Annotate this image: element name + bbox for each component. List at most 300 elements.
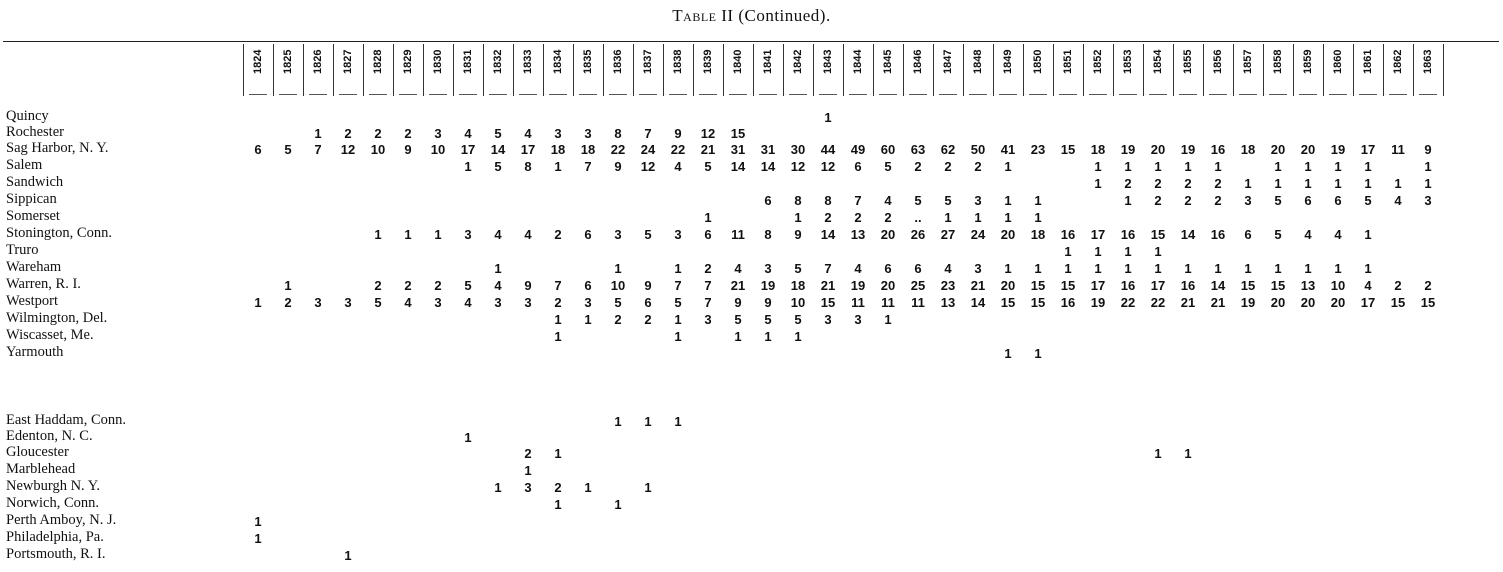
table-cell: 1 <box>1154 261 1162 276</box>
table-cell: 14 <box>1210 278 1226 293</box>
table-cell: 1 <box>1004 261 1012 276</box>
table-cell: 2 <box>404 278 412 293</box>
table-cell: 14 <box>760 159 776 174</box>
table-cell: 2 <box>614 312 622 327</box>
column-rule <box>723 44 724 96</box>
table-cell: 27 <box>940 227 956 242</box>
table-cell: 20 <box>1270 295 1286 310</box>
port-name: Newburgh N. Y. <box>6 478 100 494</box>
table-cell: 23 <box>940 278 956 293</box>
header-dash <box>669 94 687 95</box>
table-cell: 1 <box>674 414 682 429</box>
table-cell: 2 <box>284 295 292 310</box>
table-cell: 1 <box>1424 176 1432 191</box>
table-cell: 4 <box>1364 278 1372 293</box>
table-cell: 14 <box>490 142 506 157</box>
table-cell: 1 <box>1124 193 1132 208</box>
table-cell: 19 <box>850 278 866 293</box>
port-name: Marblehead <box>6 461 76 477</box>
table-cell: 1 <box>254 514 262 529</box>
table-cell: 2 <box>374 278 382 293</box>
table-cell: 3 <box>464 227 472 242</box>
year-header: 1858 <box>1272 49 1284 74</box>
table-cell: 22 <box>1150 295 1166 310</box>
port-name: Stonington, Conn. <box>6 225 112 241</box>
table-cell: 1 <box>1004 193 1012 208</box>
table-cell: 18 <box>580 142 596 157</box>
table-cell: 5 <box>734 312 742 327</box>
table-cell: 9 <box>734 295 742 310</box>
header-dash <box>759 94 777 95</box>
table-cell: 21 <box>700 142 716 157</box>
table-cell: 3 <box>344 295 352 310</box>
column-rule <box>363 44 364 96</box>
table-cell: 1 <box>1424 159 1432 174</box>
column-rule <box>693 44 694 96</box>
column-rule <box>483 44 484 96</box>
table-cell: 3 <box>974 261 982 276</box>
table-cell: 15 <box>1030 295 1046 310</box>
header-dash <box>399 94 417 95</box>
table-cell: 15 <box>1150 227 1166 242</box>
table-cell: 20 <box>1330 295 1346 310</box>
table-cell: 15 <box>730 126 746 141</box>
table-cell: 3 <box>584 126 592 141</box>
table-cell: 15 <box>1420 295 1436 310</box>
table-cell: 21 <box>1210 295 1226 310</box>
table-title-suffix: (Continued). <box>733 6 831 25</box>
year-header: 1833 <box>522 49 534 74</box>
year-header: 1860 <box>1332 49 1344 74</box>
header-dash <box>1059 94 1077 95</box>
table-cell: 1 <box>434 227 442 242</box>
table-cell: 1 <box>1394 176 1402 191</box>
header-dash <box>1419 94 1437 95</box>
year-header: 1842 <box>792 49 804 74</box>
table-cell: 4 <box>494 278 502 293</box>
table-cell: 62 <box>940 142 956 157</box>
table-cell: 1 <box>554 446 562 461</box>
header-dash <box>1029 94 1047 95</box>
table-cell: 15 <box>1000 295 1016 310</box>
table-cell: 2 <box>1154 176 1162 191</box>
table-cell: 22 <box>670 142 686 157</box>
table-cell: 1 <box>1004 346 1012 361</box>
year-header: 1856 <box>1212 49 1224 74</box>
year-header: 1848 <box>972 49 984 74</box>
column-rule <box>573 44 574 96</box>
table-cell: 4 <box>464 295 472 310</box>
table-cell: 1 <box>1094 244 1102 259</box>
table-cell: 1 <box>584 480 592 495</box>
port-name: Wilmington, Del. <box>6 310 108 326</box>
table-cell: 1 <box>584 312 592 327</box>
table-cell: 9 <box>794 227 802 242</box>
table-cell: 1 <box>254 531 262 546</box>
table-cell: 8 <box>614 126 622 141</box>
table-cell: 11 <box>731 227 745 242</box>
table-cell: 3 <box>434 295 442 310</box>
table-cell: 3 <box>554 126 562 141</box>
table-cell: 2 <box>1184 193 1192 208</box>
table-cell: 2 <box>1214 176 1222 191</box>
port-name: Sandwich <box>6 174 64 190</box>
column-rule <box>423 44 424 96</box>
table-cell: 5 <box>944 193 952 208</box>
table-cell: 5 <box>284 142 292 157</box>
table-cell: 2 <box>824 210 832 225</box>
table-cell: 17 <box>1150 278 1166 293</box>
table-cell: 60 <box>880 142 896 157</box>
year-header: 1827 <box>342 49 354 74</box>
table-cell: 1 <box>1274 159 1282 174</box>
table-cell: 15 <box>1240 278 1256 293</box>
table-cell: 1 <box>764 329 772 344</box>
column-rule <box>1323 44 1324 96</box>
column-rule <box>243 44 244 96</box>
header-dash <box>789 94 807 95</box>
table-cell: 1 <box>1364 159 1372 174</box>
table-cell: 1 <box>1184 261 1192 276</box>
table-cell: 3 <box>584 295 592 310</box>
table-cell: 13 <box>1300 278 1316 293</box>
table-cell: 19 <box>1330 142 1346 157</box>
table-cell: 1 <box>884 312 892 327</box>
year-header: 1850 <box>1032 49 1044 74</box>
table-cell: 11 <box>1391 142 1405 157</box>
table-cell: 18 <box>550 142 566 157</box>
table-cell: 19 <box>760 278 776 293</box>
table-cell: 5 <box>1274 227 1282 242</box>
table-cell: 2 <box>554 295 562 310</box>
table-cell: 2 <box>1184 176 1192 191</box>
table-cell: 3 <box>1244 193 1252 208</box>
table-cell: 1 <box>1004 159 1012 174</box>
table-cell: 1 <box>1364 261 1372 276</box>
table-cell: 13 <box>850 227 866 242</box>
table-cell: 44 <box>820 142 836 157</box>
table-cell: 1 <box>1274 261 1282 276</box>
table-cell: 7 <box>704 295 712 310</box>
table-cell: 12 <box>340 142 356 157</box>
table-cell: 22 <box>1120 295 1136 310</box>
table-cell: 2 <box>1154 193 1162 208</box>
header-dash <box>699 94 717 95</box>
table-cell: 1 <box>704 210 712 225</box>
table-cell: 6 <box>764 193 772 208</box>
year-header: 1826 <box>312 49 324 74</box>
table-cell: 3 <box>824 312 832 327</box>
table-cell: 6 <box>884 261 892 276</box>
year-header: 1857 <box>1242 49 1254 74</box>
table-cell: 1 <box>1304 176 1312 191</box>
column-rule <box>633 44 634 96</box>
table-cell: 1 <box>1214 159 1222 174</box>
table-cell: 7 <box>584 159 592 174</box>
table-cell: 6 <box>704 227 712 242</box>
table-cell: 2 <box>344 126 352 141</box>
table-cell: 1 <box>1034 261 1042 276</box>
header-dash <box>1179 94 1197 95</box>
table-cell: 1 <box>794 329 802 344</box>
table-cell: 1 <box>1364 227 1372 242</box>
table-cell: 16 <box>1120 278 1136 293</box>
table-cell: 1 <box>1034 210 1042 225</box>
table-cell: 1 <box>614 261 622 276</box>
header-dash <box>1209 94 1227 95</box>
year-header: 1831 <box>462 49 474 74</box>
column-rule <box>1053 44 1054 96</box>
column-rule <box>1383 44 1384 96</box>
table-cell: 7 <box>674 278 682 293</box>
table-cell: 1 <box>824 110 832 125</box>
table-cell: 10 <box>430 142 446 157</box>
table-cell: 1 <box>554 159 562 174</box>
table-cell: 4 <box>674 159 682 174</box>
year-header: 1853 <box>1122 49 1134 74</box>
port-name: Portsmouth, R. I. <box>6 546 106 562</box>
header-dash <box>879 94 897 95</box>
table-cell: 18 <box>1030 227 1046 242</box>
table-cell: 21 <box>1180 295 1196 310</box>
table-cell: 1 <box>404 227 412 242</box>
header-rule <box>3 41 1499 42</box>
table-cell: 2 <box>404 126 412 141</box>
table-cell: 1 <box>1124 159 1132 174</box>
table-cell: 9 <box>1424 142 1432 157</box>
column-rule <box>1113 44 1114 96</box>
column-rule <box>333 44 334 96</box>
port-name: Wiscasset, Me. <box>6 327 94 343</box>
table-cell: 15 <box>820 295 836 310</box>
table-cell: 21 <box>730 278 746 293</box>
year-header: 1861 <box>1362 49 1374 74</box>
table-cell: 7 <box>644 126 652 141</box>
header-dash <box>1119 94 1137 95</box>
table-cell: 9 <box>674 126 682 141</box>
table-cell: 2 <box>524 446 532 461</box>
column-rule <box>963 44 964 96</box>
table-cell: 1 <box>494 261 502 276</box>
table-cell: 1 <box>1124 261 1132 276</box>
port-name: Gloucester <box>6 444 69 460</box>
year-header: 1835 <box>582 49 594 74</box>
year-header: 1825 <box>282 49 294 74</box>
year-header: 1854 <box>1152 49 1164 74</box>
column-rule <box>1083 44 1084 96</box>
column-rule <box>1143 44 1144 96</box>
header-dash <box>429 94 447 95</box>
table-cell: 20 <box>1150 142 1166 157</box>
table-cell: 31 <box>730 142 746 157</box>
table-cell: 1 <box>464 159 472 174</box>
column-rule <box>393 44 394 96</box>
table-cell: 15 <box>1030 278 1046 293</box>
table-cell: 15 <box>1060 278 1076 293</box>
table-cell: 1 <box>1244 261 1252 276</box>
header-dash <box>279 94 297 95</box>
port-name: Westport <box>6 293 58 309</box>
table-cell: 5 <box>494 126 502 141</box>
table-cell: 1 <box>644 480 652 495</box>
table-cell: 4 <box>884 193 892 208</box>
table-cell: 1 <box>1184 159 1192 174</box>
table-cell: 5 <box>794 261 802 276</box>
table-cell: 13 <box>940 295 956 310</box>
year-header: 1845 <box>882 49 894 74</box>
table-cell: 11 <box>851 295 865 310</box>
port-name: Somerset <box>6 208 60 224</box>
year-header: 1834 <box>552 49 564 74</box>
table-cell: 5 <box>1364 193 1372 208</box>
table-cell: 1 <box>1064 261 1072 276</box>
table-cell: 3 <box>524 295 532 310</box>
table-cell: 2 <box>914 159 922 174</box>
table-cell: 1 <box>644 414 652 429</box>
table-cell: 20 <box>1000 227 1016 242</box>
port-name: Norwich, Conn. <box>6 495 100 511</box>
column-rule <box>1173 44 1174 96</box>
table-cell: 2 <box>704 261 712 276</box>
year-header: 1830 <box>432 49 444 74</box>
header-dash <box>1389 94 1407 95</box>
header-dash <box>1299 94 1317 95</box>
table-cell: 7 <box>824 261 832 276</box>
column-rule <box>903 44 904 96</box>
table-cell: 18 <box>790 278 806 293</box>
port-name: Warren, R. I. <box>6 276 81 292</box>
header-dash <box>729 94 747 95</box>
table-cell: 1 <box>1304 261 1312 276</box>
table-cell: 8 <box>524 159 532 174</box>
table-cell: 9 <box>614 159 622 174</box>
table-cell: 1 <box>1244 176 1252 191</box>
table-cell: 3 <box>1424 193 1432 208</box>
table-cell: 19 <box>1240 295 1256 310</box>
table-cell: 22 <box>610 142 626 157</box>
column-rule <box>543 44 544 96</box>
table-cell: 1 <box>674 312 682 327</box>
table-cell: 1 <box>1364 176 1372 191</box>
table-cell: 1 <box>1334 159 1342 174</box>
port-name: East Haddam, Conn. <box>6 412 127 428</box>
table-cell: 2 <box>854 210 862 225</box>
table-cell: 1 <box>1334 261 1342 276</box>
table-cell: 2 <box>884 210 892 225</box>
column-rule <box>663 44 664 96</box>
table-cell: 12 <box>790 159 806 174</box>
table-cell: 1 <box>1184 446 1192 461</box>
table-cell: 63 <box>910 142 926 157</box>
table-cell: 17 <box>1090 227 1106 242</box>
header-dash <box>1329 94 1347 95</box>
year-header: 1837 <box>642 49 654 74</box>
table-cell: 20 <box>1000 278 1016 293</box>
table-cell: 23 <box>1030 142 1046 157</box>
table-cell: 17 <box>1090 278 1106 293</box>
table-cell: 49 <box>850 142 866 157</box>
year-header: 1855 <box>1182 49 1194 74</box>
table-cell: 26 <box>910 227 926 242</box>
year-header: 1841 <box>762 49 774 74</box>
table-cell: 1 <box>734 329 742 344</box>
table-cell: 1 <box>1064 244 1072 259</box>
table-cell: 11 <box>881 295 895 310</box>
table-cell: 8 <box>764 227 772 242</box>
table-cell: 5 <box>1274 193 1282 208</box>
header-dash <box>519 94 537 95</box>
table-cell: 2 <box>434 278 442 293</box>
port-name: Rochester <box>6 124 64 140</box>
table-cell: 1 <box>974 210 982 225</box>
header-dash <box>969 94 987 95</box>
table-cell: 2 <box>1124 176 1132 191</box>
table-cell: 19 <box>1120 142 1136 157</box>
year-header: 1852 <box>1092 49 1104 74</box>
table-cell: 20 <box>880 227 896 242</box>
table-cell: 1 <box>614 497 622 512</box>
table-cell: 8 <box>824 193 832 208</box>
header-dash <box>369 94 387 95</box>
header-dash <box>339 94 357 95</box>
table-cell: 1 <box>1034 193 1042 208</box>
port-name: Quincy <box>6 108 49 124</box>
table-cell: 30 <box>790 142 806 157</box>
header-dash <box>849 94 867 95</box>
table-cell: 18 <box>1240 142 1256 157</box>
table-cell: 24 <box>970 227 986 242</box>
table-cell: 17 <box>520 142 536 157</box>
table-cell: 10 <box>610 278 626 293</box>
column-rule <box>933 44 934 96</box>
table-cell: 1 <box>284 278 292 293</box>
table-cell: 15 <box>1390 295 1406 310</box>
table-cell: 1 <box>1034 346 1042 361</box>
table-cell: 1 <box>494 480 502 495</box>
table-cell: 2 <box>1424 278 1432 293</box>
table-cell: 9 <box>524 278 532 293</box>
header-dash <box>579 94 597 95</box>
table-cell: 5 <box>914 193 922 208</box>
table-cell: 2 <box>974 159 982 174</box>
table-cell: 1 <box>314 126 322 141</box>
table-cell: 1 <box>1094 261 1102 276</box>
year-header: 1840 <box>732 49 744 74</box>
column-rule <box>513 44 514 96</box>
table-cell: 10 <box>1330 278 1346 293</box>
table-cell: 1 <box>554 312 562 327</box>
table-cell: 6 <box>1334 193 1342 208</box>
table-cell: 1 <box>614 414 622 429</box>
header-dash <box>1239 94 1257 95</box>
table-cell: 5 <box>764 312 772 327</box>
table-cell: 15 <box>1270 278 1286 293</box>
table-cell: 5 <box>884 159 892 174</box>
table-cell: 1 <box>464 430 472 445</box>
table-cell: 6 <box>854 159 862 174</box>
table-cell: 7 <box>314 142 322 157</box>
table-cell: 15 <box>1060 142 1076 157</box>
table-cell: 4 <box>524 227 532 242</box>
table-cell: 31 <box>760 142 776 157</box>
table-cell: 4 <box>1334 227 1342 242</box>
table-cell: 4 <box>404 295 412 310</box>
header-dash <box>549 94 567 95</box>
year-header: 1849 <box>1002 49 1014 74</box>
table-cell: 20 <box>1300 142 1316 157</box>
table-cell: 50 <box>970 142 986 157</box>
table-cell: 3 <box>524 480 532 495</box>
